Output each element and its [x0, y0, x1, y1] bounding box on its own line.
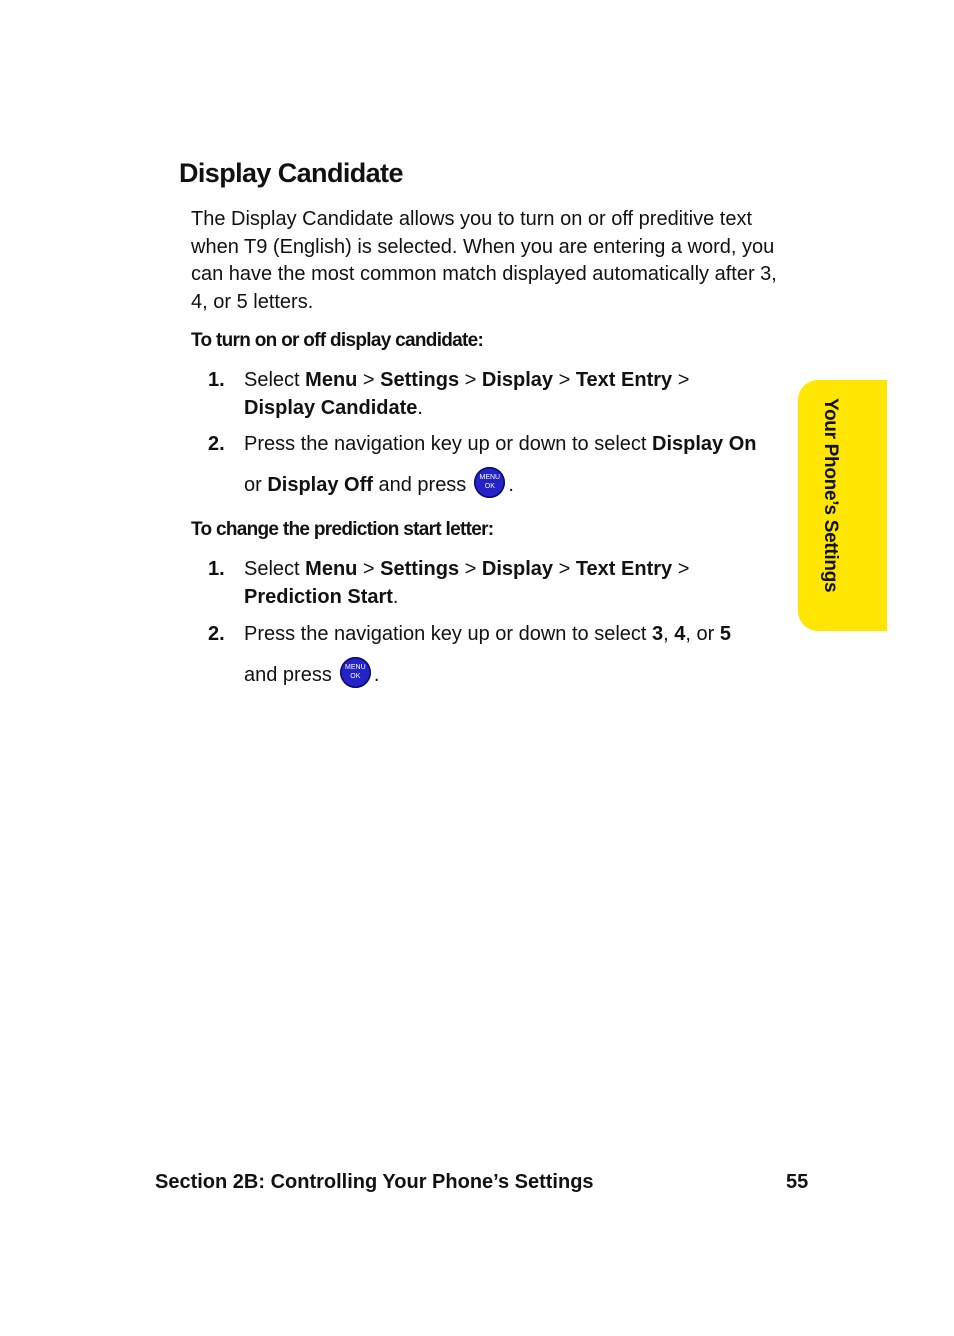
- section-side-tab: [798, 380, 887, 631]
- step-number: 1.: [208, 558, 225, 580]
- step-text-line: Press the navigation key up or down to select 3, 4, or 5: [244, 623, 731, 645]
- menu-ok-key-icon: MENU OK: [340, 657, 371, 688]
- footer-section-title: Section 2B: Controlling Your Phone’s Settings: [155, 1171, 594, 1193]
- intro-paragraph: The Display Candidate allows you to turn on or off preditive text when T9 (English) is selected. When you are entering a word, you can have the most common match displayed automatically after 3, 4, or 5 letters.: [191, 208, 777, 313]
- step-number: 2.: [208, 623, 225, 645]
- page-title: Display Candidate: [179, 158, 403, 188]
- section-heading-display-candidate: To turn on or off display candidate:: [191, 330, 484, 351]
- step-number: 2.: [208, 433, 225, 455]
- section-heading-prediction-start: To change the prediction start letter:: [191, 519, 494, 540]
- step-text-line: Select Menu > Settings > Display > Text Entry >: [244, 369, 690, 391]
- step-text-line: Display Candidate.: [244, 397, 423, 419]
- step-text-line: Select Menu > Settings > Display > Text Entry >: [244, 558, 690, 580]
- step-number: 1.: [208, 369, 225, 391]
- menu-ok-key-icon: MENU OK: [474, 467, 505, 498]
- step-text-line: Press the navigation key up or down to select Display On: [244, 433, 757, 455]
- side-tab-label: Your Phone’s Settings: [820, 398, 841, 593]
- step-text-line: Prediction Start.: [244, 586, 399, 608]
- step-text-line: and press MENU OK .: [244, 660, 379, 691]
- page-number: 55: [786, 1171, 809, 1193]
- step-text-line: or Display Off and press MENU OK .: [244, 470, 514, 501]
